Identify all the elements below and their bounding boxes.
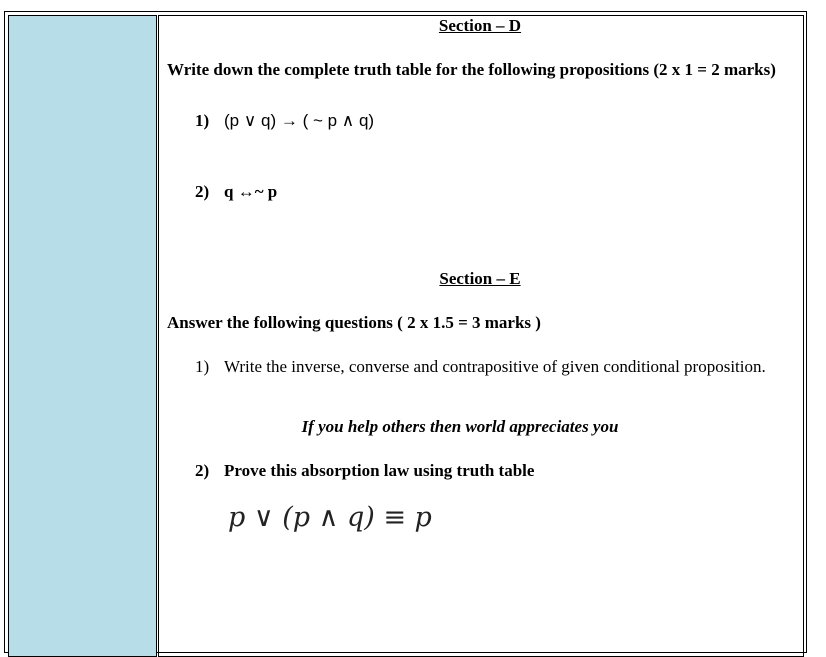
section-d-instruction: Write down the complete truth table for the following propositions (2 x 1 = 2 marks) (167, 60, 776, 79)
section-e-quote: If you help others then world appreciates you (301, 417, 619, 436)
section-e-instruction: Answer the following questions ( 2 x 1.5 = 3 marks ) (167, 313, 541, 332)
section-d-item-1-expression: (p ∨ q) → ( ~ p ∧ q) (224, 111, 375, 130)
section-e-item-1-text: Write the inverse, converse and contrapositive of given conditional proposition. (224, 357, 766, 376)
section-e-title: Section – E (439, 269, 521, 288)
absorption-law-formula: p ∨ (p ∧ q) ≡ p (228, 502, 432, 533)
section-e-item-1-number: 1) (195, 357, 210, 376)
section-d-item-2-expression: q ↔~ p (224, 182, 278, 201)
section-e-item-2-number: 2) (195, 461, 210, 480)
section-e-item-2-text: Prove this absorption law using truth table (224, 461, 535, 480)
section-d-item-1-number: 1) (195, 111, 210, 130)
left-margin-cell (8, 15, 157, 657)
section-d-item-2-number: 2) (195, 182, 210, 201)
section-d-title: Section – D (438, 16, 522, 35)
